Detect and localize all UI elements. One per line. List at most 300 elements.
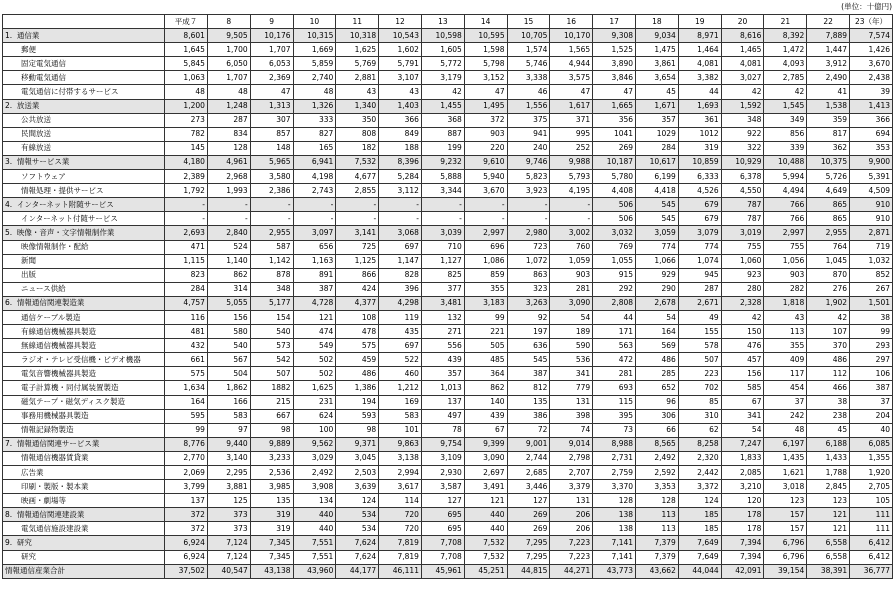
value-cell: 755 — [764, 240, 807, 254]
value-cell: 7,379 — [636, 550, 679, 564]
value-cell: 995 — [550, 127, 593, 141]
value-cell: 128 — [207, 141, 250, 155]
value-cell: 862 — [464, 381, 507, 395]
value-cell: 7,708 — [421, 536, 464, 550]
value-cell: 945 — [678, 268, 721, 282]
value-cell: 240 — [507, 141, 550, 155]
value-cell: 8,616 — [721, 29, 764, 43]
value-cell: 7,624 — [336, 550, 379, 564]
value-cell: 3,027 — [721, 71, 764, 85]
value-cell: 395 — [593, 409, 636, 423]
value-cell: 1,125 — [336, 254, 379, 268]
category-row — [3, 99, 893, 113]
value-cell: 915 — [593, 268, 636, 282]
value-cell: 787 — [721, 198, 764, 212]
value-cell: 1,212 — [379, 381, 422, 395]
value-cell: 587 — [250, 240, 293, 254]
value-cell: 457 — [721, 353, 764, 367]
value-cell: 545 — [507, 353, 550, 367]
value-cell: 1,902 — [807, 296, 850, 310]
value-cell: 2,693 — [165, 226, 208, 240]
total-row — [3, 564, 893, 578]
header-row — [3, 15, 893, 29]
value-cell: 124 — [336, 494, 379, 508]
value-cell: 7,223 — [550, 550, 593, 564]
value-cell: 1,060 — [721, 254, 764, 268]
value-cell: 695 — [421, 508, 464, 522]
value-cell: 156 — [207, 310, 250, 324]
year-header: 20 — [721, 15, 764, 29]
value-cell: 396 — [379, 282, 422, 296]
value-cell: 8,396 — [379, 155, 422, 169]
value-cell: 371 — [550, 113, 593, 127]
value-cell: 3,344 — [421, 184, 464, 198]
value-cell: 3,861 — [636, 57, 679, 71]
value-cell: 135 — [250, 494, 293, 508]
value-cell: 3,580 — [250, 170, 293, 184]
table-row — [3, 325, 893, 339]
value-cell: 522 — [379, 353, 422, 367]
value-cell: 357 — [421, 367, 464, 381]
value-cell: 852 — [850, 268, 893, 282]
value-cell: 779 — [550, 381, 593, 395]
value-cell: - — [507, 198, 550, 212]
value-cell: 1,147 — [379, 254, 422, 268]
table-row — [3, 494, 893, 508]
value-cell: 710 — [421, 240, 464, 254]
value-cell: 1,426 — [850, 43, 893, 57]
value-cell: - — [550, 198, 593, 212]
value-cell: 8,565 — [636, 437, 679, 451]
value-cell: 590 — [550, 339, 593, 353]
value-cell: 505 — [464, 339, 507, 353]
value-cell: 43,960 — [293, 564, 336, 578]
value-cell: 1,465 — [721, 43, 764, 57]
table-row — [3, 85, 893, 99]
value-cell: 9,232 — [421, 155, 464, 169]
value-cell: 9,889 — [250, 437, 293, 451]
value-cell: 46 — [507, 85, 550, 99]
value-cell: 1,525 — [593, 43, 636, 57]
value-cell: 10,375 — [807, 155, 850, 169]
value-cell: 2,685 — [507, 466, 550, 480]
value-cell: 575 — [336, 339, 379, 353]
value-cell: 341 — [550, 367, 593, 381]
value-cell: 3,032 — [593, 226, 636, 240]
value-cell: 124 — [678, 494, 721, 508]
value-cell: 862 — [207, 268, 250, 282]
value-cell: 319 — [678, 141, 721, 155]
year-header: 23（年） — [850, 15, 893, 29]
value-cell: 2,759 — [593, 466, 636, 480]
value-cell: 6,085 — [850, 437, 893, 451]
value-cell: 1,862 — [207, 381, 250, 395]
value-cell: 504 — [207, 367, 250, 381]
value-cell: 1041 — [593, 127, 636, 141]
value-cell: 865 — [807, 212, 850, 226]
value-cell: 10,859 — [678, 155, 721, 169]
value-cell: 359 — [807, 113, 850, 127]
value-cell: 476 — [721, 339, 764, 353]
value-cell: 563 — [593, 339, 636, 353]
row-label: 民間放送 — [3, 127, 165, 141]
value-cell: 5,994 — [764, 170, 807, 184]
value-cell: 9,440 — [207, 437, 250, 451]
value-cell: 125 — [207, 494, 250, 508]
value-cell: 1,013 — [421, 381, 464, 395]
value-cell: 366 — [850, 113, 893, 127]
value-cell: 1,140 — [207, 254, 250, 268]
value-cell: 36,777 — [850, 564, 893, 578]
value-cell: 42 — [807, 310, 850, 324]
value-cell: 834 — [207, 127, 250, 141]
value-cell: 350 — [336, 113, 379, 127]
value-cell: 127 — [507, 494, 550, 508]
value-cell: 178 — [721, 508, 764, 522]
value-cell: 72 — [507, 423, 550, 437]
value-cell: 542 — [250, 353, 293, 367]
value-cell: 44 — [593, 310, 636, 324]
value-cell: 827 — [293, 127, 336, 141]
value-cell: 870 — [807, 268, 850, 282]
value-cell: 48 — [165, 85, 208, 99]
value-cell: 3,059 — [636, 226, 679, 240]
value-cell: 782 — [165, 127, 208, 141]
row-label: 有線通信機械器具製造 — [3, 325, 165, 339]
value-cell: 8,392 — [764, 29, 807, 43]
value-cell: 578 — [678, 339, 721, 353]
value-cell: 43 — [379, 85, 422, 99]
value-cell: 6,199 — [636, 170, 679, 184]
value-cell: 2,705 — [850, 480, 893, 494]
value-cell: 140 — [464, 395, 507, 409]
value-cell: 3,045 — [336, 451, 379, 465]
value-cell: 2,678 — [636, 296, 679, 310]
value-cell: 66 — [636, 423, 679, 437]
row-label: 5. 映像・音声・文字情報制作業 — [3, 226, 165, 240]
row-label: 公共放送 — [3, 113, 165, 127]
value-cell: 569 — [636, 339, 679, 353]
value-cell: 2,955 — [250, 226, 293, 240]
value-cell: 567 — [207, 353, 250, 367]
row-label: 情報処理・提供サービス — [3, 184, 165, 198]
value-cell: 4,093 — [764, 57, 807, 71]
value-cell: 206 — [550, 522, 593, 536]
value-cell: 206 — [550, 508, 593, 522]
value-cell: 2,492 — [636, 451, 679, 465]
value-cell: 1,693 — [678, 99, 721, 113]
value-cell: 171 — [593, 325, 636, 339]
value-cell: 1882 — [250, 381, 293, 395]
value-cell: 10,598 — [421, 29, 464, 43]
value-cell: 506 — [593, 212, 636, 226]
value-cell: 387 — [850, 381, 893, 395]
value-cell: 7,889 — [807, 29, 850, 43]
value-cell: 1,592 — [721, 99, 764, 113]
value-cell: 223 — [678, 367, 721, 381]
value-cell: 9,900 — [850, 155, 893, 169]
value-cell: 293 — [850, 339, 893, 353]
value-cell: 540 — [250, 325, 293, 339]
value-cell: 131 — [550, 494, 593, 508]
table-row — [3, 240, 893, 254]
category-row — [3, 536, 893, 550]
value-cell: 47 — [250, 85, 293, 99]
value-cell: - — [464, 212, 507, 226]
value-cell: - — [421, 212, 464, 226]
value-cell: 1,433 — [807, 451, 850, 465]
value-cell: 269 — [507, 522, 550, 536]
value-cell: 1,059 — [550, 254, 593, 268]
value-cell: 372 — [165, 508, 208, 522]
value-cell: 386 — [507, 409, 550, 423]
value-cell: 580 — [207, 325, 250, 339]
value-cell: 45,961 — [421, 564, 464, 578]
value-cell: 121 — [293, 310, 336, 324]
value-cell: 583 — [379, 409, 422, 423]
value-cell: 1,074 — [678, 254, 721, 268]
row-label: 1. 通信業 — [3, 29, 165, 43]
year-header: 8 — [207, 15, 250, 29]
unit-note: (単位：十億円) — [841, 2, 892, 11]
value-cell: 486 — [807, 353, 850, 367]
value-cell: 849 — [379, 127, 422, 141]
value-cell: 127 — [421, 494, 464, 508]
value-cell: 6,197 — [764, 437, 807, 451]
table-row — [3, 282, 893, 296]
value-cell: 695 — [421, 522, 464, 536]
value-cell: 355 — [764, 339, 807, 353]
value-cell: 1,045 — [807, 254, 850, 268]
value-cell: 828 — [379, 268, 422, 282]
row-label: 9. 研究 — [3, 536, 165, 550]
value-cell: 506 — [593, 198, 636, 212]
value-cell: 1,355 — [850, 451, 893, 465]
value-cell: 310 — [678, 409, 721, 423]
value-cell: 7,394 — [721, 550, 764, 564]
value-cell: 9,399 — [464, 437, 507, 451]
value-cell: 2,955 — [807, 226, 850, 240]
value-cell: 3,799 — [165, 480, 208, 494]
value-cell: 440 — [293, 522, 336, 536]
value-cell: - — [250, 212, 293, 226]
value-cell: 10,929 — [721, 155, 764, 169]
table-row — [3, 170, 893, 184]
value-cell: 4,494 — [764, 184, 807, 198]
value-cell: 37,502 — [165, 564, 208, 578]
value-cell: 287 — [678, 282, 721, 296]
value-cell: 2,490 — [807, 71, 850, 85]
value-cell: 297 — [850, 353, 893, 367]
value-cell: 108 — [336, 310, 379, 324]
value-cell: 194 — [336, 395, 379, 409]
value-cell: 5,859 — [293, 57, 336, 71]
table-row — [3, 184, 893, 198]
value-cell: 2,536 — [250, 466, 293, 480]
value-cell: 5,726 — [807, 170, 850, 184]
value-cell: 9,001 — [507, 437, 550, 451]
value-cell: 2,808 — [593, 296, 636, 310]
value-cell: 3,109 — [421, 451, 464, 465]
value-cell: 3,019 — [721, 226, 764, 240]
value-cell: 679 — [678, 198, 721, 212]
value-cell: 121 — [807, 522, 850, 536]
value-cell: 534 — [336, 508, 379, 522]
value-cell: 38 — [807, 395, 850, 409]
header-corner — [3, 15, 165, 29]
value-cell: 37 — [850, 395, 893, 409]
value-cell: 1,066 — [636, 254, 679, 268]
industry-data-table — [2, 14, 893, 579]
value-cell: 486 — [636, 353, 679, 367]
value-cell: 99 — [464, 310, 507, 324]
value-cell: - — [293, 212, 336, 226]
row-label: 事務用機械器具製造 — [3, 409, 165, 423]
row-label: 印刷・製版・製本業 — [3, 480, 165, 494]
row-label: 研究 — [3, 550, 165, 564]
value-cell: 720 — [379, 522, 422, 536]
value-cell: 3,141 — [336, 226, 379, 240]
value-cell: 1,072 — [507, 254, 550, 268]
value-cell: 7,124 — [207, 550, 250, 564]
value-cell: 111 — [850, 522, 893, 536]
value-cell: 199 — [421, 141, 464, 155]
value-cell: 123 — [807, 494, 850, 508]
table-row — [3, 141, 893, 155]
value-cell: 164 — [636, 325, 679, 339]
value-cell: - — [250, 198, 293, 212]
value-cell: 1,055 — [593, 254, 636, 268]
value-cell: 37 — [764, 395, 807, 409]
value-cell: 2,438 — [850, 71, 893, 85]
value-cell: 6,558 — [807, 536, 850, 550]
value-cell: 197 — [507, 325, 550, 339]
value-cell: 1,464 — [678, 43, 721, 57]
value-cell: 238 — [807, 409, 850, 423]
value-cell: 1,665 — [593, 99, 636, 113]
value-cell: 4,198 — [293, 170, 336, 184]
value-cell: 364 — [464, 367, 507, 381]
value-cell: 1,403 — [379, 99, 422, 113]
value-cell: 2,707 — [550, 466, 593, 480]
value-cell: 3,846 — [593, 71, 636, 85]
value-cell: 5,845 — [165, 57, 208, 71]
value-cell: 73 — [593, 423, 636, 437]
value-cell: 1,056 — [764, 254, 807, 268]
value-cell: 583 — [207, 409, 250, 423]
year-header: 9 — [250, 15, 293, 29]
value-cell: 204 — [850, 409, 893, 423]
value-cell: 1,565 — [550, 43, 593, 57]
value-cell: 3,491 — [464, 480, 507, 494]
value-cell: 1,818 — [764, 296, 807, 310]
table-row — [3, 353, 893, 367]
value-cell: 242 — [764, 409, 807, 423]
value-cell: 497 — [421, 409, 464, 423]
value-cell: 10,543 — [379, 29, 422, 43]
value-cell: 4,081 — [721, 57, 764, 71]
value-cell: 3,985 — [250, 480, 293, 494]
value-cell: 4,677 — [336, 170, 379, 184]
value-cell: 5,177 — [250, 296, 293, 310]
value-cell: 356 — [593, 113, 636, 127]
value-cell: 3,112 — [379, 184, 422, 198]
value-cell: 121 — [464, 494, 507, 508]
value-cell: 823 — [165, 268, 208, 282]
value-cell: 2,697 — [464, 466, 507, 480]
value-cell: 929 — [636, 268, 679, 282]
value-cell: 54 — [636, 310, 679, 324]
value-cell: 1,669 — [293, 43, 336, 57]
value-cell: 545 — [636, 212, 679, 226]
value-cell: 486 — [336, 367, 379, 381]
value-cell: 306 — [636, 409, 679, 423]
value-cell: 1,475 — [636, 43, 679, 57]
value-cell: 667 — [250, 409, 293, 423]
value-cell: 1,792 — [165, 184, 208, 198]
value-cell: 43,662 — [636, 564, 679, 578]
value-cell: 1,386 — [336, 381, 379, 395]
value-cell: 287 — [207, 113, 250, 127]
value-cell: 2,085 — [721, 466, 764, 480]
value-cell: 101 — [379, 423, 422, 437]
value-cell: 3,210 — [721, 480, 764, 494]
value-cell: 656 — [293, 240, 336, 254]
value-cell: 42 — [721, 85, 764, 99]
value-cell: 1,625 — [293, 381, 336, 395]
value-cell: 43 — [336, 85, 379, 99]
value-cell: 44,177 — [336, 564, 379, 578]
value-cell: 135 — [507, 395, 550, 409]
value-cell: 922 — [721, 127, 764, 141]
value-cell: 865 — [807, 198, 850, 212]
value-cell: - — [421, 198, 464, 212]
value-cell: 3,353 — [636, 480, 679, 494]
value-cell: 3,481 — [421, 296, 464, 310]
value-cell: 1,556 — [507, 99, 550, 113]
value-cell: 5,965 — [250, 155, 293, 169]
value-cell: 220 — [464, 141, 507, 155]
value-cell: 8,601 — [165, 29, 208, 43]
value-cell: 774 — [678, 240, 721, 254]
value-cell: 2,845 — [807, 480, 850, 494]
value-cell: 280 — [721, 282, 764, 296]
category-row — [3, 29, 893, 43]
value-cell: - — [165, 212, 208, 226]
value-cell: 113 — [764, 325, 807, 339]
value-cell: 887 — [421, 127, 464, 141]
value-cell: 1,447 — [807, 43, 850, 57]
value-cell: 575 — [165, 367, 208, 381]
value-cell: 97 — [207, 423, 250, 437]
value-cell: 3,029 — [293, 451, 336, 465]
value-cell: 6,924 — [165, 536, 208, 550]
value-cell: 43,138 — [250, 564, 293, 578]
value-cell: 3,079 — [678, 226, 721, 240]
table-row — [3, 395, 893, 409]
value-cell: 166 — [207, 395, 250, 409]
value-cell: 269 — [507, 508, 550, 522]
value-cell: 6,053 — [250, 57, 293, 71]
value-cell: 485 — [464, 353, 507, 367]
year-header: 13 — [421, 15, 464, 29]
value-cell: 49 — [678, 310, 721, 324]
value-cell: 3,587 — [421, 480, 464, 494]
value-cell: 1,645 — [165, 43, 208, 57]
value-cell: 307 — [250, 113, 293, 127]
value-cell: 4,944 — [550, 57, 593, 71]
value-cell: 5,940 — [464, 170, 507, 184]
